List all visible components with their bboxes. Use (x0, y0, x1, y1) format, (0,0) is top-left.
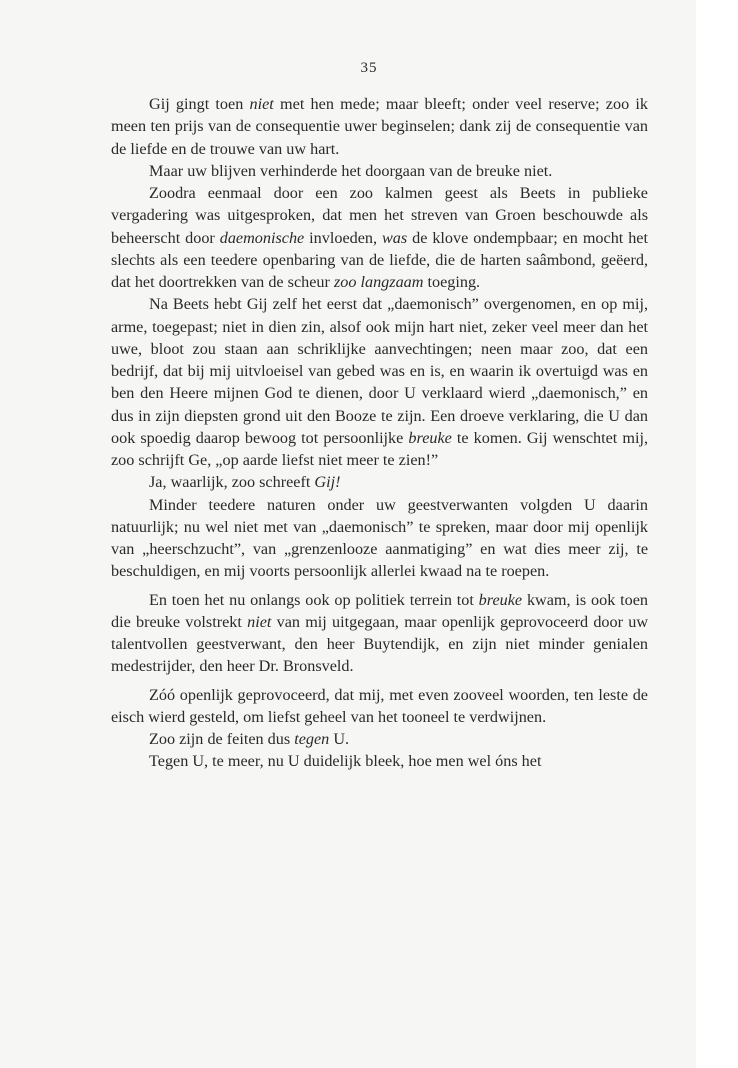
text-run: te komen. Gij wenschtet mij, zoo schrijft Ge, „op aarde liefst niet meer te zien!” (111, 428, 648, 469)
paragraph (111, 93, 648, 160)
text-run: U. (329, 730, 350, 748)
paragraph (111, 589, 648, 678)
paragraph (111, 750, 648, 772)
italic-phrase: niet (247, 612, 272, 631)
text-run: Tegen U, te meer, nu U duidelijk bleek, hoe men wel óns het (149, 752, 542, 771)
text-run: Gij gingt toen (149, 95, 250, 113)
italic-phrase: was (381, 228, 408, 247)
paragraph (111, 182, 648, 293)
text-run: Zoo zijn de feiten dus (149, 730, 295, 748)
text-run: Na Beets hebt Gij zelf het eerst dat „daemonisch” overgenomen, en op mij, arme, toegepast; niet in dien zin, alsof ook mijn hart niet, zeker veel meer dan het uwe, bloot zou staan aan schriklijke aanvechtingen; neen maar zoo, dat een bedrijf, dat bij mij uitvloeisel van gebed was en is, en waarin ik overtuigd was en ben den Heere mijnen God te dienen, door U verklaard wierd „daemonisch,” en dus in zijn diepsten grond uit den Booze te zijn. Een droeve verklaring, die U dan ook spoedig daarop bewoog tot persoonlijke (111, 295, 648, 447)
text-run: Zóó openlijk geprovoceerd, dat mij, met even zooveel woorden, ten leste de eisch wierd gesteld, om liefst geheel van het tooneel te verdwijnen. (111, 685, 648, 726)
italic-phrase: zoo langzaam (333, 273, 424, 291)
italic-phrase: Gij! (314, 473, 341, 492)
italic-phrase: niet (249, 95, 274, 113)
paragraph (111, 728, 648, 750)
text-run: Zoodra eenmaal door een zoo kalmen geest als Beets in publieke vergadering was uitgesproken, dat men het streven van Groen beschouwde als beheerscht door (111, 184, 648, 247)
text-run: Ja, waarlijk, zoo schreeft (149, 473, 315, 492)
text-run: invloeden, (304, 228, 382, 247)
scan-margin (696, 0, 738, 1068)
text-run: Maar uw blijven verhinderde het doorgaan van de breuke niet. (149, 161, 553, 180)
italic-phrase: breuke (408, 428, 452, 447)
text-run: de klove ondempbaar; en mocht het slechts als een teedere openbaring van de liefde, die de harten saâmbond, geëerd, dat het doortrekken van de scheur (111, 228, 648, 291)
text-run: van mij uitgegaan, maar openlijk geprovoceerd door uw talentvollen geestverwant, den heer Buytendijk, en zijn niet minder genialen medestrijder, den heer Dr. Bronsveld. (111, 612, 649, 676)
body-text (111, 93, 648, 773)
text-run: En toen het nu onlangs ook op politiek terrein tot (149, 590, 479, 609)
paragraph (111, 160, 648, 182)
italic-phrase: tegen (294, 730, 330, 748)
text-run: toeging. (423, 273, 481, 291)
paragraph (111, 494, 648, 583)
text-run: met hen mede; maar bleeft; onder veel reserve; zoo ik meen ten prijs van de consequentie uwer beginselen; dank zij de consequentie van de liefde en de trouwe van uw hart. (111, 95, 648, 158)
text-run: Minder teedere naturen onder uw geestverwanten volgden U daarin natuurlijk; nu wel niet met van „daemonisch” te spreken, maar door mij openlijk van „heerschzucht”, van „grenzenlooze aanmatiging” en wat dies meer zij, te beschuldigen, en mij voorts persoonlijk allerlei kwaad na te roepen. (111, 495, 648, 581)
paragraph (111, 684, 648, 729)
paragraph (111, 293, 648, 471)
text-run: kwam, is ook toen die breuke volstrekt (111, 590, 648, 631)
italic-phrase: breuke (478, 590, 523, 609)
italic-phrase: daemonische (219, 228, 305, 247)
page-number: 35 (360, 60, 378, 76)
paragraph (111, 471, 648, 493)
